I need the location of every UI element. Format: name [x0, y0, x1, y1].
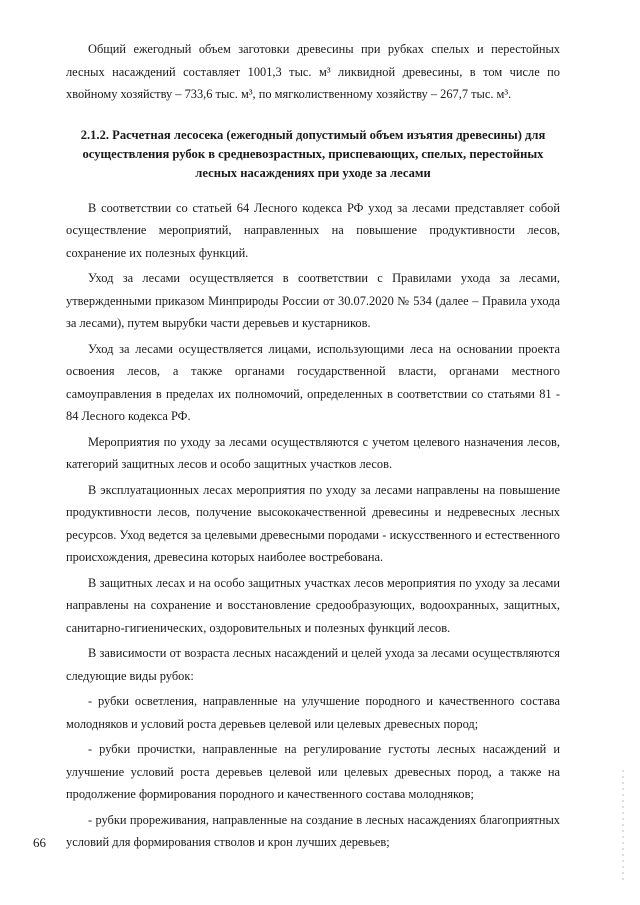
paragraph-exploitation-forests: В эксплуатационных лесах мероприятия по уходу за лесами направлены на повышение продуктивности лесов, получение высококачественной древесины и недревесных лесных ресурсов. Уход ведется за целевыми древесными породами - искусственного и естественного происхождения, древесина которых наиболее востребована. [66, 482, 560, 564]
page-content [66, 38, 560, 857]
paragraph-cutting-types-intro: В зависимости от возраста лесных насаждений и целей ухода за лесами осуществляются следующие виды рубок: [66, 646, 560, 683]
section-heading: 2.1.2. Расчетная лесосека (ежегодный допустимый объем изъятия древесины) для осуществления рубок в средневозрастных, приспевающих, спелых, перестойных лесных насаждениях при уходе за лесами [80, 127, 546, 180]
paragraph-purpose: Мероприятия по уходу за лесами осуществляются с учетом целевого назначения лесов, категорий защитных лесов и особо защитных участков лесов. [66, 434, 560, 471]
paragraph-protective-forests: В защитных лесах и на особо защитных участках лесов мероприятия по уходу за лесами направлены на сохранение и восстановление средообразующих, водоохранных, защитных, санитарно-гигиенических, оздоровительных и полезных функций лесов. [66, 575, 560, 635]
paragraph-article-64: В соответствии со статьей 64 Лесного кодекса РФ уход за лесами представляет собой осуществление мероприятий, направленных на повышение продуктивности лесов, сохранение их полезных функций. [66, 200, 560, 260]
page-number: 66 [33, 835, 46, 850]
list-item-thinning-cutting: - рубки прореживания, направленные на создание в лесных насаждениях благоприятных условий для формирования стволов и крон лучших деревьев; [66, 812, 560, 849]
paragraph-performers: Уход за лесами осуществляется лицами, использующими леса на основании проекта освоения лесов, а также органами государственной власти, органами местного самоуправления в пределах их полномочий, определенных в соответствии со статьями 81 - 84 Лесного кодекса РФ. [66, 341, 560, 423]
scan-edge-artifact [622, 770, 624, 880]
list-item-cleaning-cutting: - рубки прочистки, направленные на регулирование густоты лесных насаждений и улучшение условий роста деревьев целевой или целевых древесных пород, а также на продолжение формирования породного и качественного состава молодняков; [66, 742, 560, 801]
paragraph-care-rules: Уход за лесами осуществляется в соответствии с Правилами ухода за лесами, утвержденными приказом Минприроды России от 30.07.2020 № 534 (далее – Правила ухода за лесами), путем вырубки части деревьев и кустарников. [66, 271, 560, 330]
list-item-clarification-cutting: - рубки осветления, направленные на улучшение породного и качественного состава молодняков и условий роста деревьев целевой или целевых древесных пород; [66, 694, 560, 731]
intro-paragraph: Общий ежегодный объем заготовки древесины при рубках спелых и перестойных лесных насаждений составляет 1001,3 тыс. м³ ликвидной древесины, в том числе по хвойному хозяйству – 733,6 тыс. м³, по мягколиственному хозяйству – 267,7 тыс. м³. [66, 42, 560, 101]
